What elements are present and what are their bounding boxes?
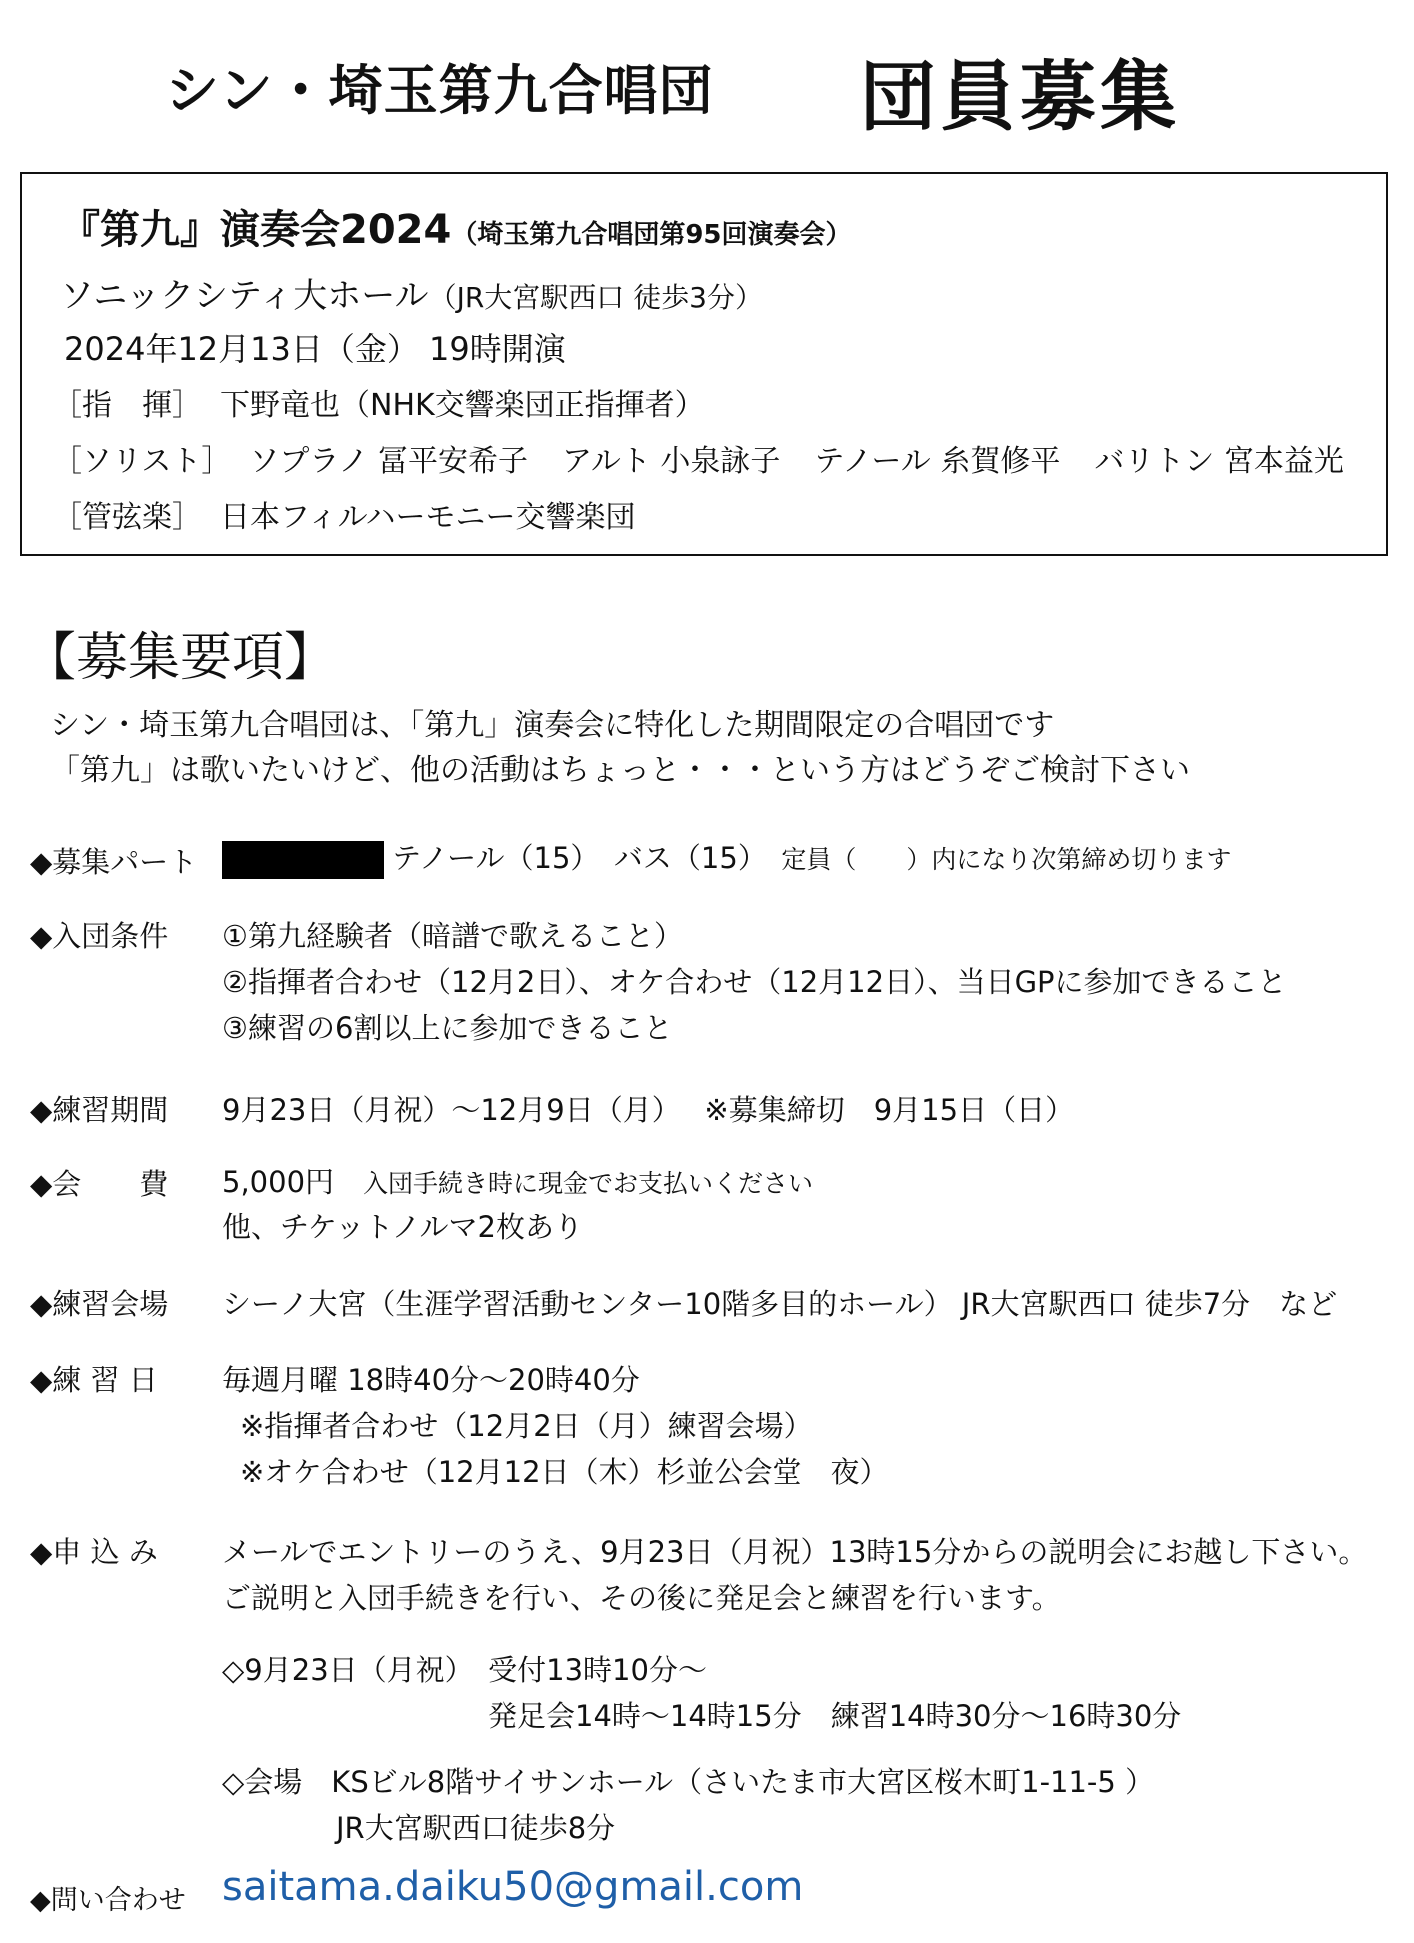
- orchestra-row: [52, 492, 636, 536]
- soloist-alto: アルト 小泉詠子: [562, 444, 781, 479]
- parts-note: 定員（ ）内になり次第締め切ります: [781, 845, 1232, 874]
- concert-title-sub: （埼玉第九合唱団第95回演奏会）: [451, 220, 852, 250]
- conductor-row: [52, 380, 705, 424]
- session-venue: ◇会場 KSビル8階サイサンホール（さいたま市大宮区桜木町1-11-5 ）: [222, 1765, 1155, 1799]
- condition-1: ①第九経験者（暗譜で歌えること）: [222, 919, 683, 953]
- venue-access: （JR大宮駅西口 徒歩3分）: [428, 281, 763, 314]
- soloist-baritone: バリトン 宮本益光: [1094, 444, 1344, 479]
- fee-note: 入団手続き時に現金でお支払いください: [363, 1169, 814, 1198]
- recruit-heading: 団員募集: [860, 52, 1180, 141]
- guidelines-heading: 【募集要項】: [24, 628, 337, 688]
- practice-venue-value: シーノ大宮（生涯学習活動センター10階多目的ホール） JR大宮駅西口 徒歩7分 など: [222, 1287, 1338, 1321]
- orchestra-name: 日本フィルハーモニー交響楽団: [220, 500, 636, 535]
- contact-email-link[interactable]: saitama.daiku50@gmail.com: [222, 1864, 804, 1910]
- fee-label: ◆会 費: [30, 1167, 169, 1201]
- apply-line-2: ご説明と入団手続きを行い、その後に発足会と練習を行います。: [222, 1581, 1061, 1615]
- intro-line-2: 「第九」は歌いたいけど、他の活動はちょっと・・・という方はどうぞご検討下さい: [50, 753, 1190, 788]
- apply-label: ◆申 込 み: [30, 1535, 158, 1569]
- fee-extra: 他、チケットノルマ2枚あり: [222, 1210, 583, 1244]
- intro-line-1: シン・埼玉第九合唱団は、「第九」演奏会に特化した期間限定の合唱団です: [50, 708, 1055, 743]
- condition-3: ③練習の6割以上に参加できること: [222, 1011, 673, 1045]
- apply-line-1: メールでエントリーのうえ、9月23日（月祝）13時15分からの説明会にお越し下さい。: [222, 1535, 1368, 1569]
- conditions-label: ◆入団条件: [30, 919, 169, 953]
- practice-days-3: ※オケ合わせ（12月12日（木）杉並公会堂 夜）: [240, 1455, 889, 1489]
- concert-venue: [60, 268, 763, 317]
- parts-label: ◆募集パート: [30, 845, 198, 879]
- concert-info-box: [20, 172, 1388, 556]
- concert-datetime: 2024年12月13日（金） 19時開演: [64, 330, 566, 368]
- practice-days-1: 毎週月曜 18時40分～20時40分: [222, 1363, 640, 1397]
- redacted-block: [222, 841, 384, 879]
- concert-title: [60, 198, 852, 255]
- soloist-tenor: テノール 糸賀修平: [814, 444, 1061, 479]
- fee-row: [222, 1160, 813, 1201]
- page-title: シン・埼玉第九合唱団: [165, 59, 714, 122]
- soloists-row: [52, 436, 1344, 480]
- parts-value: テノール（15） バス（15）: [392, 841, 753, 875]
- fee-value: 5,000円: [222, 1165, 335, 1199]
- session-schedule: 発足会14時～14時15分 練習14時30分～16時30分: [488, 1699, 1182, 1733]
- session-access: JR大宮駅西口徒歩8分: [336, 1811, 616, 1845]
- parts-row: [222, 836, 1231, 879]
- orchestra-label: ［管弦楽］: [52, 500, 202, 535]
- conductor-name: 下野竜也（NHK交響楽団正指揮者）: [220, 388, 705, 423]
- concert-title-main: 『第九』演奏会2024: [60, 207, 452, 253]
- practice-venue-label: ◆練習会場: [30, 1287, 169, 1321]
- practice-days-label: ◆練 習 日: [30, 1363, 158, 1397]
- period-value: 9月23日（月祝）～12月9日（月） ※募集締切 9月15日（日）: [222, 1093, 1075, 1127]
- session-date: ◇9月23日（月祝） 受付13時10分～: [222, 1653, 707, 1687]
- soloist-soprano: ソプラノ 冨平安希子: [249, 444, 529, 479]
- practice-days-2: ※指揮者合わせ（12月2日（月）練習会場）: [240, 1409, 813, 1443]
- venue-name: ソニックシティ大ホール: [60, 276, 429, 316]
- period-label: ◆練習期間: [30, 1093, 169, 1127]
- conductor-label: ［指 揮］: [52, 388, 202, 423]
- condition-2: ②指揮者合わせ（12月2日）、オケ合わせ（12月12日）、当日GPに参加できること: [222, 965, 1287, 999]
- soloists-label: ［ソリスト］: [52, 444, 232, 479]
- contact-label: ◆問い合わせ: [30, 1885, 186, 1916]
